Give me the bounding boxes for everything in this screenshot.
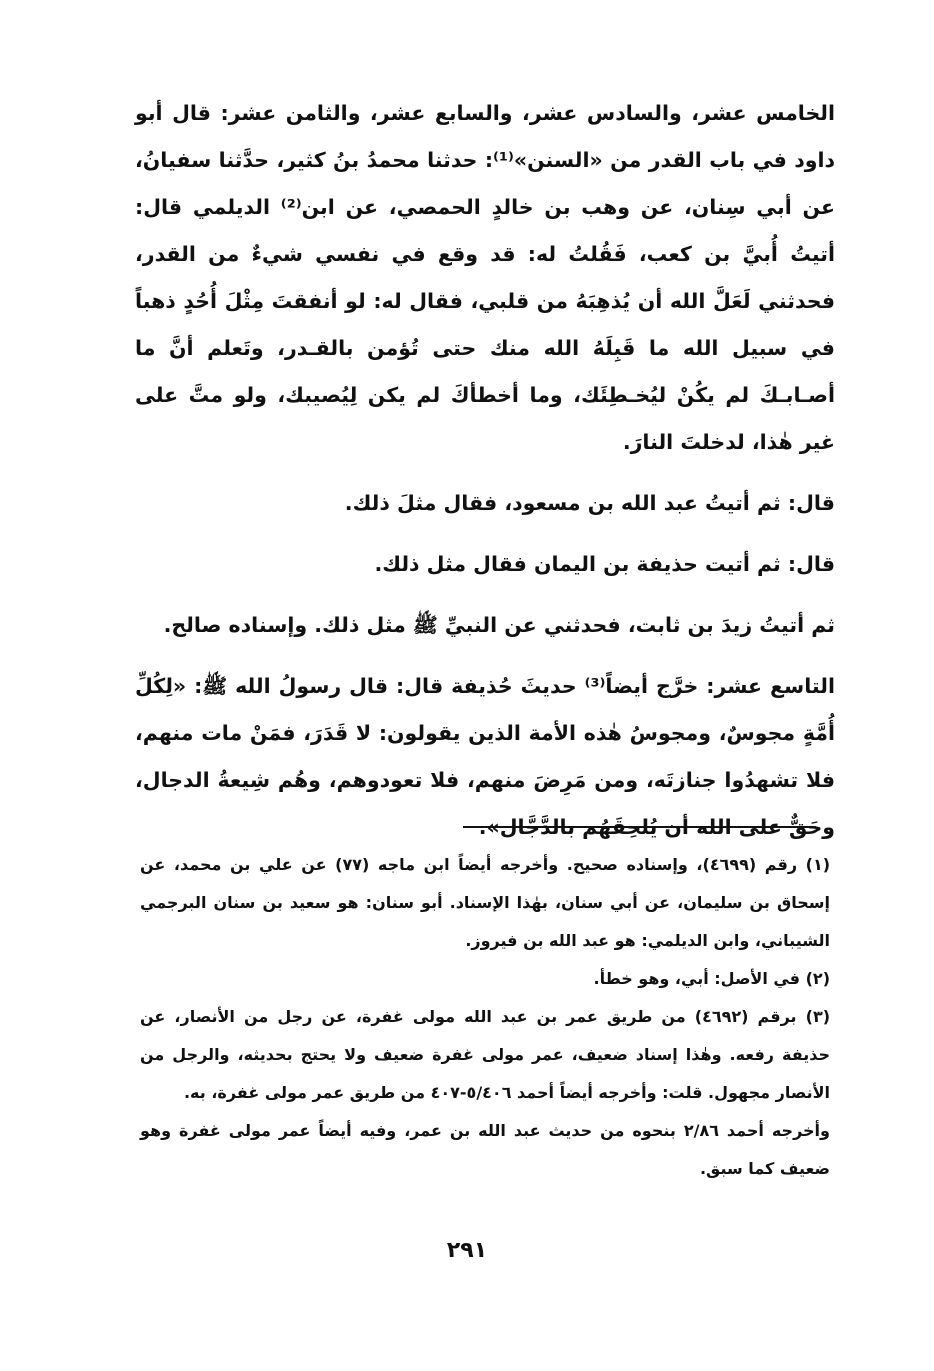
footnotes (140, 846, 830, 1188)
footnote-3-continuation: وأخرجه أحمد ٢/٨٦ بنحوه من حديث عبد الله بن عمر، وفيه أيضاً عمر مولى غفرة وهو ضعيف كما سبق. (140, 1121, 830, 1178)
paragraph-5: التاسع عشر: خرَّج أيضاً⁽³⁾ حديثَ حُذيفة قال: قال رسولُ الله ﷺ: «لِكُلِّ أُمَّةٍ مجوسٌ، ومجوسُ هٰذه الأمة الذين يقولون: لا قَدَرَ، فمَنْ مات منهم، فلا تشهدُوا جنازتَه، ومن مَرِضَ منهم، فلا تعودوهم، وهُم شِيعةُ الدجال، وحَقٌّ على الله أن يُلحِقَهُم بالدَّجَّال». (135, 674, 835, 839)
footnote-3: (٣) برقم (٤٦٩٢) من طريق عمر بن عبد الله مولى غفرة، عن رجل من الأنصار، عن حذيفة رفعه. وهٰذا إسناد ضعيف، عمر مولى غفرة ضعيف ولا يحتج بحديثه، والرجل من الأنصار مجهول. قلت: وأخرجه أيضاً أحمد ٥/٤٠٦-٤٠٧ من طريق عمر مولى غفرة، به. (140, 1007, 831, 1102)
paragraph-2: قال: ثم أتيتُ عبد الله بن مسعود، فقال مثلَ ذلك. (344, 491, 835, 515)
page-number: ٢٩١ (446, 1238, 488, 1263)
footnote-1: (١) رقم (٤٦٩٩)، وإسناده صحيح. وأخرجه أيضاً ابن ماجه (٧٧) عن علي بن محمد، عن إسحاق بن سليمان، عن أبي سنان، بهٰذا الإسناد. أبو سنان: هو سعيد بن سنان البرجمي الشيباني، وابن الديلمي: هو عبد الله بن فيروز. (140, 855, 831, 950)
paragraph-1: الخامس عشر، والسادس عشر، والسابع عشر، والثامن عشر: قال أبو داود في باب القدر من «السنن»⁽¹⁾: حدثنا محمدُ بنُ كثير، حدَّثنا سفيانُ، عن أبي سِنان، عن وهب بن خالدٍ الحمصي، عن ابن⁽²⁾ الديلمي قال: أتيتُ أُبيَّ بن كعب، فَقُلتُ له: قد وقع في نفسي شيءٌ من القدر، فحدثني لَعَلَّ الله أن يُذهِبَهُ من قلبي، فقال له: لو أنفقتَ مِثْلَ أُحُدٍ ذهباً في سبيل الله ما قَبِلَهُ الله منك حتى تُؤمن بالقـدر، وتَعلم أنَّ ما أصـابـكَ لم يكُنْ ليُخـطِئَك، وما أخطأكَ لم يكن لِيُصيبك، ولو متَّ على غير هٰذا، لدخلتَ النارَ. (135, 101, 836, 454)
paragraph-4: ثم أتيتُ زيدَ بن ثابت، فحدثني عن النبيِّ ﷺ مثل ذلك. وإسناده صالح. (163, 613, 835, 637)
footnote-2: (٢) في الأصل: أبي، وهو خطأ. (593, 969, 830, 988)
paragraph-3: قال: ثم أتيت حذيفة بن اليمان فقال مثل ذلك. (374, 552, 835, 576)
main-text (135, 90, 835, 851)
footnote-divider (463, 826, 816, 828)
